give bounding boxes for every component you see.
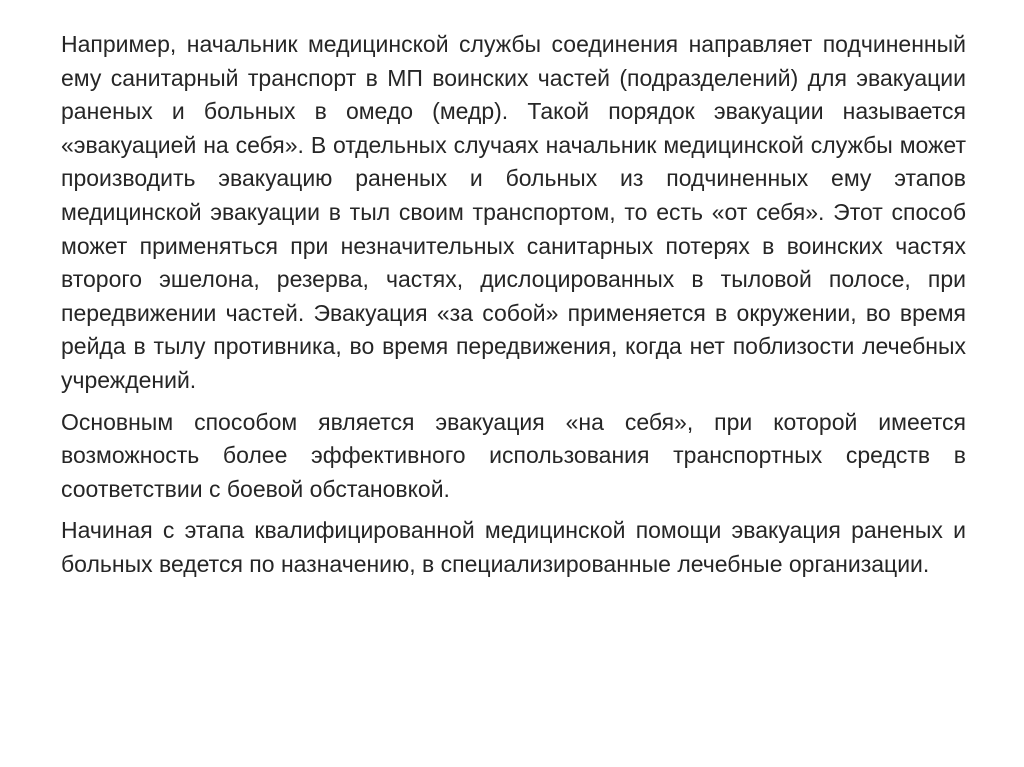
paragraph-evacuation-methods: Например, начальник медицинской службы соединения направляет подчиненный ему санитарный транспорт в МП воинских частей (подразделений) для эвакуации раненых и больных в омедо (медр). Такой порядок эвакуации называется «эвакуацией на себя». В отдельных случаях начальник медицинской службы может производить эвакуацию раненых и больных из подчиненных ему этапов медицинской эвакуации в тыл своим транспортом, то есть «от себя». Этот способ может применяться при незначительных санитарных потерях в воинских частях второго эшелона, резерва, частях, дислоцированных в тыловой полосе, при передвижении частей. Эвакуация «за собой» применяется в окружении, во время рейда в тылу противника, во время передвижения, когда нет поблизости лечебных учреждений.	[61, 31, 966, 393]
paragraph-main-method: Основным способом является эвакуация «на себя», при которой имеется возможность более эффективного использования транспортных средств в соответствии с боевой обстановкой.	[61, 408, 966, 502]
paragraph-qualified-care: Начиная с этапа квалифицированной медицинской помощи эвакуация раненых и больных ведется по назначению, в специализированные лечебные организации.	[61, 517, 966, 577]
